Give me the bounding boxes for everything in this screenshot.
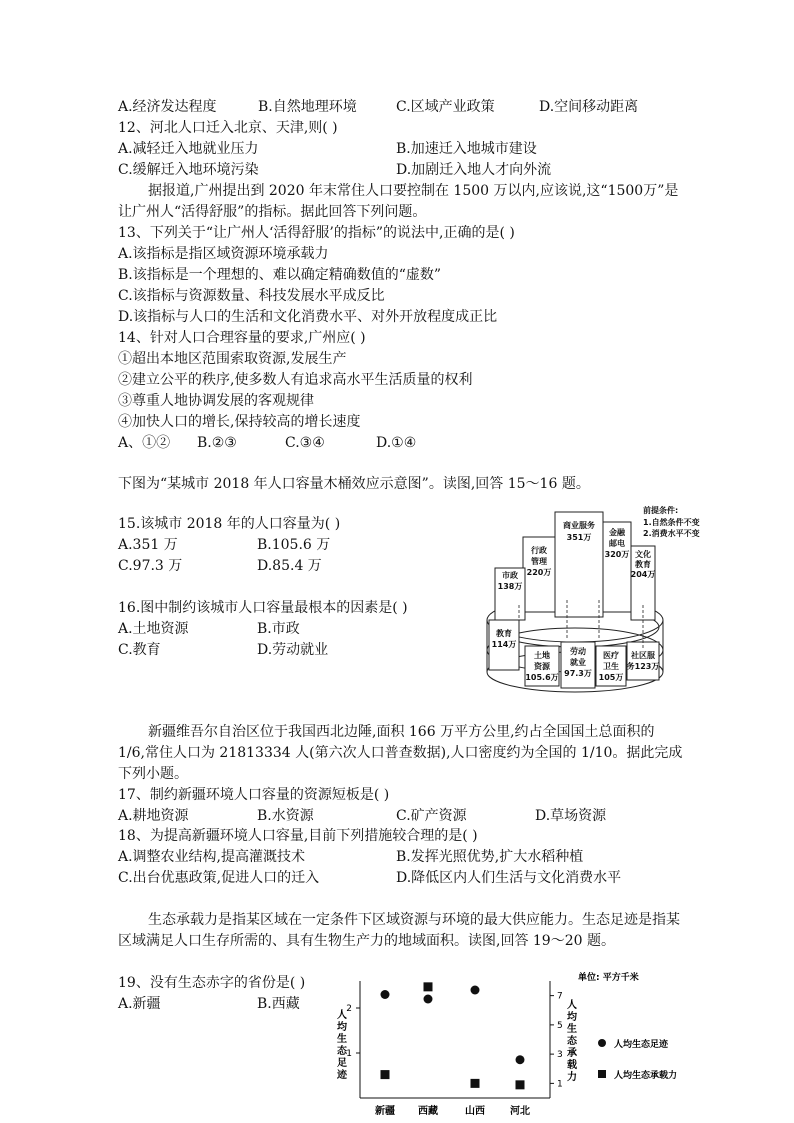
q18-option-d: D.降低区内人们生活与文化消费水平 [396, 870, 622, 886]
q14-item-1: ①超出本地区范围索取资源,发展生产 [118, 351, 347, 367]
stave-finance-label-1: 金融 [609, 528, 625, 537]
stave-medical-label-2: 卫生 [603, 662, 619, 671]
passage4-line1: 生态承载力是指某区域在一定条件下区域资源与环境的最大供应能力。生态足迹是指某 [148, 912, 680, 928]
passage3-line1: 新疆维吾尔自治区位于我国西北边陲,面积 166 万平方公里,约占全国国土总面积的 [148, 724, 655, 740]
q14-option-c: C.③④ [285, 435, 325, 451]
q16-option-c: C.教育 [118, 642, 161, 658]
q17-option-b: B.水资源 [257, 808, 314, 824]
stave-culture-label-1: 文化 [635, 550, 651, 559]
left-axis-label [336, 1008, 348, 1081]
q17-stem: 17、制约新疆环境人口容量的资源短板是( ) [118, 787, 390, 803]
q18-option-b: B.发挥光照优势,扩大水稻种植 [396, 849, 584, 865]
q14-item-3: ③尊重人地协调发展的客观规律 [118, 393, 314, 409]
right-axis-label-char-1: 均 [567, 1012, 577, 1023]
barrel-condition-1: 1.自然条件不变 [643, 518, 700, 527]
q12-option-d: D.加剧迁入地人才向外流 [396, 162, 552, 178]
q15-option-a: A.351 万 [118, 537, 178, 553]
passage1-line1: 据报道,广州提出到 2020 年末常住人口要控制在 1500 万以内,应该说,这“1500万”是 [148, 183, 679, 199]
stave-labor-value: 97.3万 [564, 669, 592, 678]
legend-footprint-marker [598, 1039, 606, 1047]
q19-stem: 19、没有生态赤字的省份是( ) [118, 975, 306, 991]
left-axis-label-char-5: 迹 [337, 1070, 347, 1081]
stave-commerce-value: 351万 [566, 533, 592, 542]
passage3-line2: 1/6,常住人口为 21813334 人(第六次人口普查数据),人口密度约为全国的 1/10。据此完成 [118, 745, 683, 761]
q18-option-a: A.调整农业结构,提高灌溉技术 [118, 849, 306, 865]
q16-option-b: B.市政 [257, 621, 300, 637]
stave-finance-value: 320万 [604, 550, 630, 559]
stave-land-label-2: 资源 [534, 662, 550, 671]
footprint-point-0 [381, 990, 390, 999]
stave-admin-label-1: 行政 [531, 546, 547, 555]
q12-option-a: A.减轻迁入地就业压力 [118, 141, 259, 157]
q19-option-b: B.西藏 [257, 996, 300, 1012]
stave-education-value: 114万 [491, 640, 517, 649]
stave-medical-label-1: 医疗 [603, 651, 619, 660]
unit-label: 单位: 平方千米 [578, 973, 639, 983]
stave-land-value: 105.6万 [525, 673, 559, 682]
stave-labor-label-2: 就业 [570, 658, 586, 667]
q14-stem: 14、针对人口合理容量的要求,广州应( ) [118, 330, 366, 346]
stave-admin-label-2: 管理 [531, 557, 547, 566]
stave-education-label: 教育 [496, 629, 512, 638]
passage4-line2: 区域满足人口生存所需的、具有生物生产力的地域面积。读图,回答 19～20 题。 [118, 933, 615, 949]
footprint-point-1 [424, 995, 433, 1004]
q13-option-a: A.该指标是指区域资源环境承载力 [118, 246, 329, 262]
figure-intro: 下图为“某城市 2018 年人口容量木桶效应示意图”。读图,回答 15～16 题。 [118, 476, 590, 492]
footprint-point-2 [471, 986, 480, 995]
right-tick-label-0: 1 [557, 1079, 563, 1090]
stave-land-label-1: 土地 [534, 651, 550, 660]
stave-municipal-value: 138万 [497, 582, 523, 591]
q14-item-4: ④加快人口的增长,保持较高的增长速度 [118, 414, 361, 430]
q13-option-c: C.该指标与资源数量、科技发展水平成反比 [118, 288, 385, 304]
q13-stem: 13、下列关于“让广州人‘活得舒服’的指标”的说法中,正确的是( ) [118, 225, 515, 241]
capacity-point-1 [424, 982, 433, 991]
right-axis-label-char-5: 载 [567, 1060, 577, 1071]
left-axis-label-char-1: 均 [337, 1022, 347, 1033]
q17-option-c: C.矿产资源 [396, 808, 467, 824]
left-axis-label-char-0: 人 [337, 1010, 347, 1021]
left-axis-label-char-3: 态 [337, 1046, 347, 1057]
left-tick-label-0: 1 [346, 1049, 352, 1059]
q18-stem: 18、为提高新疆环境人口容量,目前下列措施较合理的是( ) [118, 828, 478, 844]
legend-capacity-label: 人均生态承载力 [614, 1071, 678, 1081]
q12-stem: 12、河北人口迁入北京、天津,则( ) [118, 120, 338, 136]
q16-option-d: D.劳动就业 [257, 642, 329, 658]
capacity-point-3 [516, 1080, 525, 1089]
stave-medical-value: 105万 [598, 673, 624, 682]
q16-option-a: A.土地资源 [118, 621, 189, 637]
q17-option-d: D.草场资源 [535, 808, 607, 824]
q14-option-d: D.①④ [376, 435, 417, 451]
right-tick-label-3: 7 [557, 991, 563, 1002]
right-axis-label-char-4: 承 [567, 1048, 577, 1059]
eco-footprint-chart [330, 966, 710, 1121]
q13-option-b: B.该指标是一个理想的、难以确定精确数值的“虚数” [118, 267, 442, 283]
x-tick-label-2: 山西 [465, 1106, 485, 1117]
q14-option-a: A、①② [118, 435, 171, 451]
q19-option-a: A.新疆 [118, 996, 161, 1012]
footprint-point-3 [516, 1055, 525, 1064]
q13-option-d: D.该指标与人口的生活和文化消费水平、对外开放程度成正比 [118, 309, 498, 325]
x-tick-label-3: 河北 [510, 1106, 530, 1117]
capacity-point-0 [381, 1070, 390, 1079]
legend-capacity-marker [598, 1070, 606, 1078]
legend-footprint-label: 人均生态足迹 [614, 1040, 669, 1050]
passage3-line3: 下列小题。 [118, 766, 188, 782]
right-axis-label [567, 998, 578, 1083]
q17-option-a: A.耕地资源 [118, 808, 189, 824]
stave-admin-value: 220万 [526, 568, 552, 577]
right-axis-label-char-6: 力 [567, 1072, 577, 1083]
q15-option-b: B.105.6 万 [257, 537, 331, 553]
passage1-line2: 让广州人“活得舒服”的指标。据此回答下列问题。 [118, 204, 427, 220]
q16-stem: 16.图中制约该城市人口容量最根本的因素是( ) [118, 600, 408, 616]
barrel-condition-2: 2.消费水平不变 [643, 529, 700, 538]
q12-option-c: C.缓解迁入地环境污染 [118, 162, 259, 178]
q11-option-c: C.区域产业政策 [396, 99, 495, 115]
right-tick-label-1: 3 [557, 1050, 563, 1061]
q15-stem: 15.该城市 2018 年的人口容量为( ) [118, 516, 341, 532]
stave-labor-label-1: 劳动 [570, 647, 586, 656]
q12-option-b: B.加速迁入地城市建设 [396, 141, 537, 157]
stave-culture-label-2: 教育 [635, 560, 651, 569]
stave-community-label-2: 务123万 [626, 662, 660, 671]
left-axis-label-char-4: 足 [337, 1058, 347, 1069]
x-tick-label-0: 新疆 [375, 1106, 395, 1117]
left-tick-label-1: 2 [346, 1004, 352, 1014]
stave-community-label-1: 社区服 [631, 651, 655, 660]
stave-municipal-label: 市政 [502, 571, 518, 580]
q11-option-b: B.自然地理环境 [258, 99, 357, 115]
right-axis-label-char-0: 人 [567, 1000, 577, 1011]
q11-option-d: D.空间移动距离 [539, 99, 639, 115]
capacity-point-2 [471, 1079, 480, 1088]
right-axis-label-char-2: 生 [567, 1024, 577, 1035]
stave-commerce-label: 商业服务 [563, 521, 595, 530]
q14-item-2: ②建立公平的秩序,使多数人有追求高水平生活质量的权利 [118, 372, 473, 388]
barrel-effect-diagram [483, 500, 723, 700]
left-axis-label-char-2: 生 [337, 1034, 347, 1045]
right-tick-label-2: 5 [557, 1020, 563, 1031]
q11-option-a: A.经济发达程度 [118, 99, 217, 115]
x-tick-label-1: 西藏 [418, 1106, 438, 1117]
q15-option-d: D.85.4 万 [257, 558, 322, 574]
q18-option-c: C.出台优惠政策,促进人口的迁入 [118, 870, 320, 886]
q15-option-c: C.97.3 万 [118, 558, 183, 574]
q14-option-b: B.②③ [197, 435, 237, 451]
barrel-conditions-title: 前提条件: [643, 506, 679, 515]
stave-finance-label-2: 邮电 [609, 539, 625, 548]
stave-culture-value: 204万 [630, 570, 656, 579]
right-axis-label-char-3: 态 [567, 1036, 577, 1047]
